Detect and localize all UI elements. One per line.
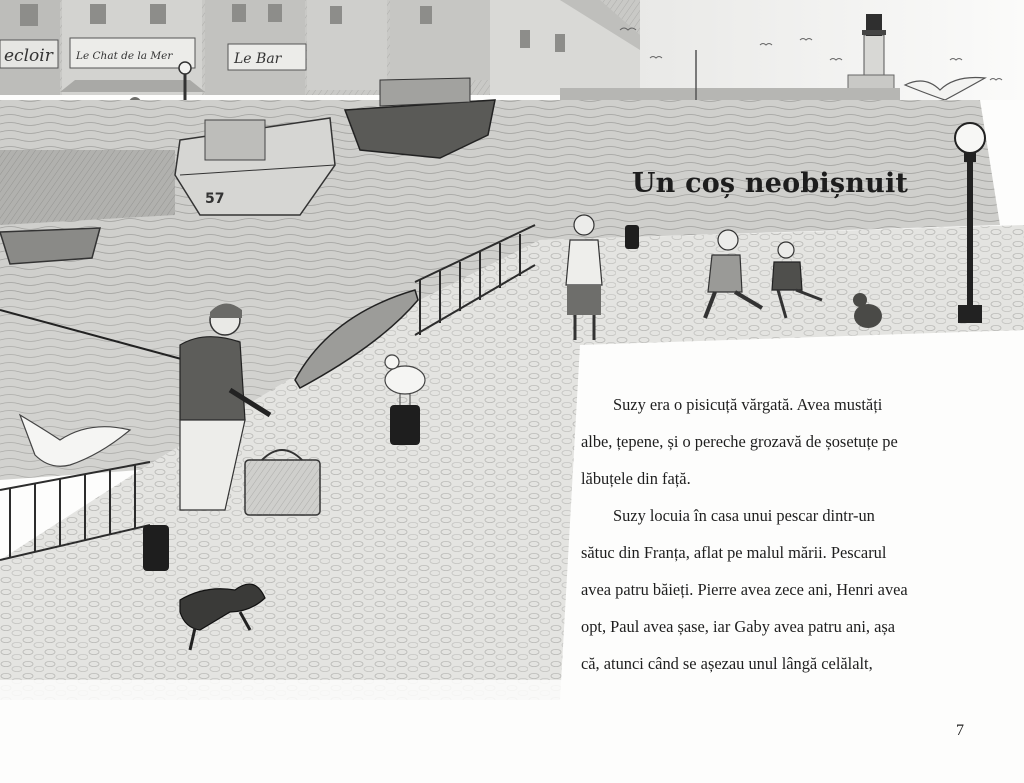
- story-line: că, atunci când se așezau unul lângă celălalt,: [581, 654, 873, 673]
- page-number: 7: [956, 722, 964, 739]
- fishing-basket: [245, 450, 320, 515]
- story-line: lăbuțele din față.: [581, 469, 691, 488]
- bar-sign: Le Bar: [234, 51, 282, 67]
- story-line: Suzy locuia în casa unui pescar dintr-un: [613, 506, 875, 525]
- story-line: Suzy era o pisicuță vărgată. Avea mustăți: [613, 395, 883, 414]
- cafe-sign-left: ecloir: [4, 46, 53, 66]
- story-line: albe, țepene, și o pereche grozavă de șosetuțe pe: [581, 432, 898, 451]
- cafe-sign-chat: Le Chat de la Mer: [76, 50, 173, 62]
- story-line: opt, Paul avea șase, iar Gaby avea patru ani, așa: [581, 617, 896, 636]
- story-line: sătuc din Franța, aflat pe malul mării. Pescarul: [581, 543, 887, 562]
- boat-number: 57: [205, 191, 225, 207]
- chapter-title: Un coș neobișnuit: [631, 168, 909, 199]
- story-text: [581, 386, 973, 682]
- story-line: avea patru băieți. Pierre avea zece ani, Henri avea: [581, 580, 908, 599]
